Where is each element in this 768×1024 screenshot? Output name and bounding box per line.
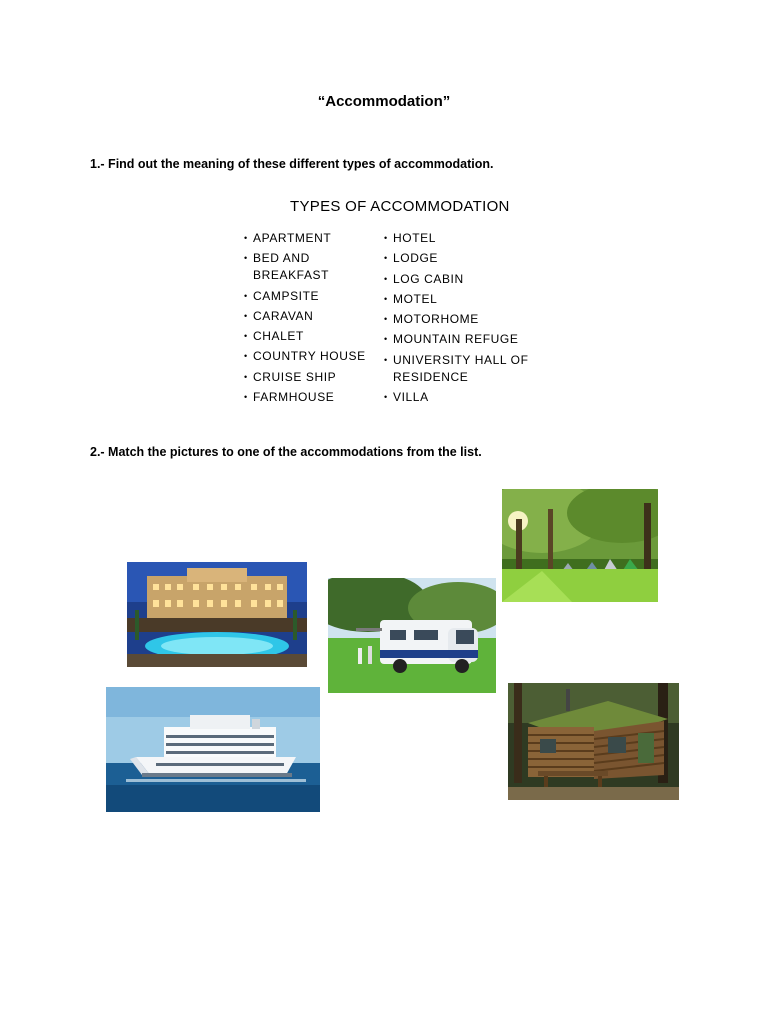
list-item (384, 271, 534, 288)
list-item-label: APARTMENT (253, 231, 332, 245)
list-item-label: BED AND BREAKFAST (253, 251, 330, 283)
list-item-label: HOTEL (393, 231, 437, 245)
list-item-label: LOG CABIN (393, 271, 464, 286)
log-cabin-photo (508, 683, 679, 800)
bullet-icon: • (244, 331, 248, 342)
list-item-label: CARAVAN (253, 308, 314, 323)
list-item-label: MOTEL (393, 291, 438, 306)
bullet-icon: • (384, 293, 388, 304)
types-heading: TYPES OF ACCOMMODATION (290, 198, 510, 215)
bullet-icon: • (384, 253, 388, 264)
page-title: “Accommodation” (317, 93, 451, 110)
list-item (384, 291, 534, 308)
list-item-label: VILLA (393, 390, 429, 405)
motorhome-image (328, 578, 496, 693)
list-item (244, 308, 384, 325)
list-item-label: MOTORHOME (393, 312, 479, 327)
hotel-photo (127, 562, 307, 667)
list-item (244, 348, 384, 365)
list-item-label: FARMHOUSE (253, 390, 335, 405)
list-item (244, 389, 384, 406)
list-item-label: CAMPSITE (253, 288, 320, 303)
campsite-photo (502, 489, 658, 602)
bullet-icon: • (244, 233, 248, 243)
bullet-icon: • (384, 233, 388, 243)
list-item (384, 331, 534, 348)
list-item-label: COUNTRY HOUSE (253, 349, 366, 364)
campsite-image (502, 489, 658, 602)
list-item-label: CHALET (253, 329, 304, 344)
list-item-label: LODGE (393, 251, 439, 266)
question-1: 1.- Find out the meaning of these different types of accommodation. (90, 157, 494, 171)
list-item-label: UNIVERSITY HALL OF RESIDENCE (393, 352, 529, 384)
list-item (244, 328, 384, 345)
list-item-label: CRUISE SHIP (253, 369, 337, 384)
motorhome-photo (328, 578, 496, 693)
list-item (384, 389, 534, 406)
list-item (384, 311, 534, 328)
bullet-icon: • (244, 310, 248, 321)
list-item (384, 230, 534, 247)
list-item (384, 352, 534, 386)
bullet-icon: • (384, 334, 388, 345)
hotel-image (127, 562, 307, 667)
bullet-icon: • (244, 351, 248, 362)
types-list-left (244, 230, 384, 409)
bullet-icon: • (244, 371, 248, 382)
bullet-icon: • (384, 273, 388, 284)
list-item (244, 230, 384, 247)
list-item (244, 250, 384, 284)
bullet-icon: • (384, 314, 388, 325)
types-list-right (384, 230, 534, 409)
bullet-icon: • (244, 290, 248, 301)
question-2: 2.- Match the pictures to one of the accommodations from the list. (90, 445, 482, 459)
list-item (244, 369, 384, 386)
bullet-icon: • (384, 354, 388, 365)
cruise-ship-image (106, 687, 320, 812)
log-cabin-image (508, 683, 679, 800)
list-item (244, 288, 384, 305)
list-item (384, 250, 534, 267)
list-item-label: MOUNTAIN REFUGE (393, 332, 519, 347)
bullet-icon: • (244, 253, 248, 264)
bullet-icon: • (384, 392, 388, 403)
cruise-ship-photo (106, 687, 320, 812)
bullet-icon: • (244, 392, 248, 403)
